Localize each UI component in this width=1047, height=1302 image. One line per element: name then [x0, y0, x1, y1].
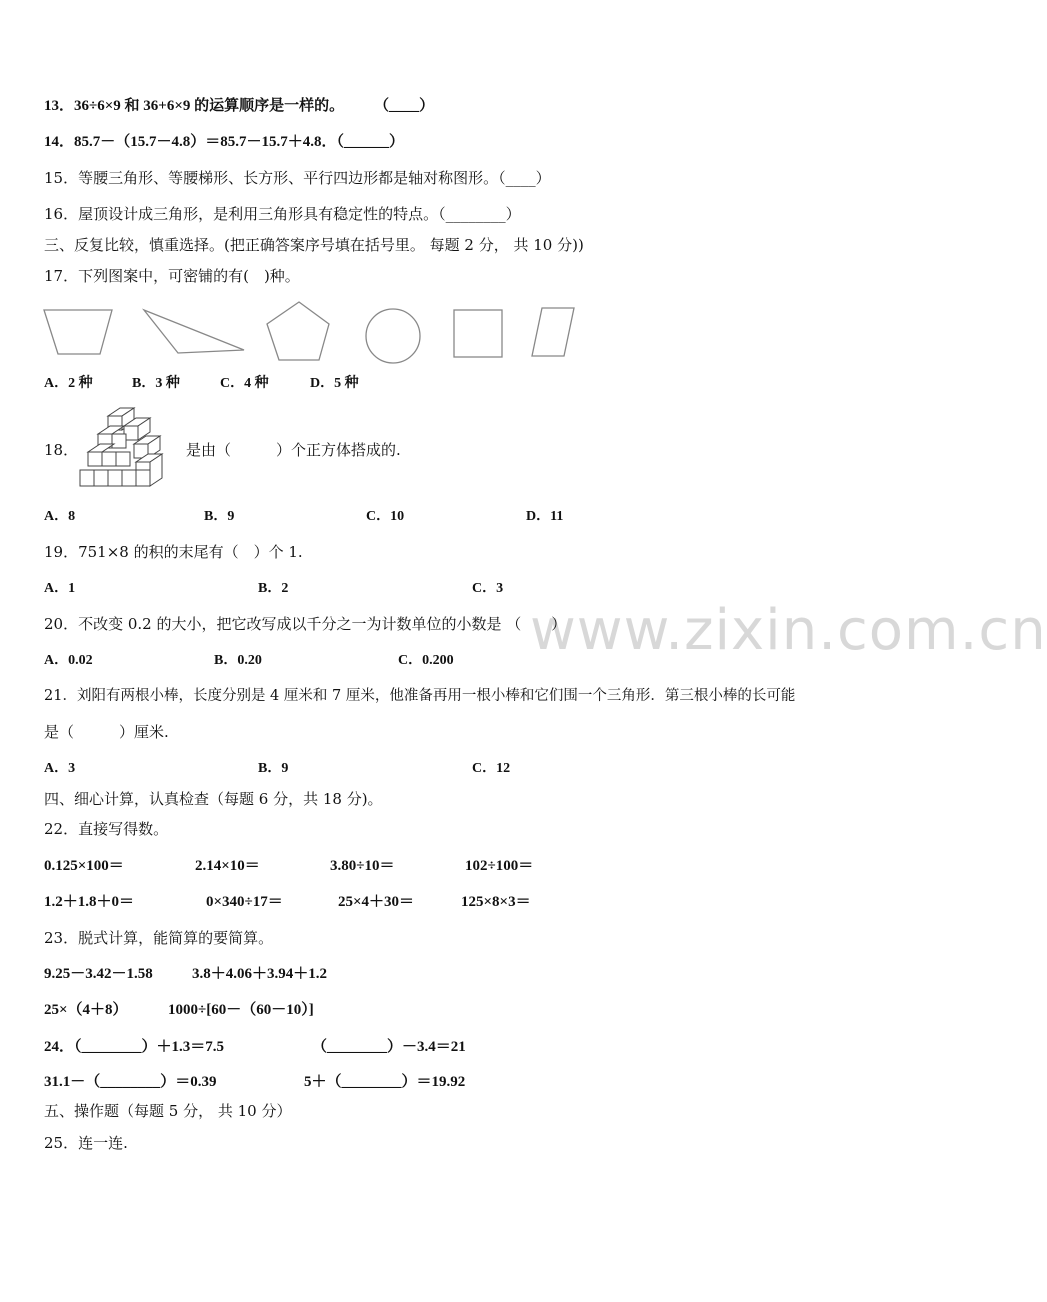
pentagon-shape — [267, 302, 329, 360]
question-13: 13．36÷6×9 和 36+6×9 的运算顺序是一样的。 （____） — [44, 98, 435, 114]
q20-option-c: C．0.200 — [398, 653, 454, 668]
q22-item-8: 125×8×3＝ — [461, 894, 531, 910]
q22-item-6: 0×340÷17＝ — [206, 894, 283, 910]
q22-item-3: 3.80÷10＝ — [330, 858, 395, 874]
q18-option-c: C．10 — [366, 509, 405, 524]
q23-item-4: 1000÷[60－（60－10）] — [168, 1002, 314, 1018]
section-3-heading: 三、反复比较，慎重选择。(把正确答案序号填在括号里。 每题 2 分， 共 10 分)) — [44, 236, 584, 254]
section-4-heading: 四、细心计算，认真检查（每题 6 分，共 18 分)。 — [44, 790, 383, 808]
q17-option-b: B．3 种 — [132, 376, 180, 391]
q18-option-a: A．8 — [44, 509, 76, 524]
q21-option-c: C．12 — [472, 761, 511, 776]
q20-option-b: B．0.20 — [214, 653, 262, 668]
q23-item-3: 25×（4＋8） — [44, 1002, 128, 1018]
question-15: 15．等腰三角形、等腰梯形、长方形、平行四边形都是轴对称图形。（____） — [44, 169, 551, 187]
q24-item-2: （________）－3.4＝21 — [312, 1039, 466, 1055]
question-22: 22．直接写得数。 — [44, 820, 169, 838]
question-16: 16．屋顶设计成三角形，是利用三角形具有稳定性的特点。（________） — [44, 205, 521, 223]
q21-option-b: B．9 — [258, 761, 289, 776]
q24-item-3: 31.1－（________）＝0.39 — [44, 1074, 217, 1090]
q21-option-a: A．3 — [44, 761, 76, 776]
question-21-line-2: 是（ ）厘米. — [44, 723, 169, 741]
q19-option-c: C．3 — [472, 581, 504, 596]
q20-option-a: A．0.02 — [44, 653, 93, 668]
q17-option-a: A．2 种 — [44, 376, 93, 391]
q19-option-a: A．1 — [44, 581, 76, 596]
question-17: 17．下列图案中，可密铺的有( )种。 — [44, 267, 300, 285]
q23-item-2: 3.8＋4.06＋3.94＋1.2 — [192, 966, 328, 982]
q22-item-5: 1.2＋1.8＋0＝ — [44, 894, 135, 910]
question-20: 20．不改变 0.2 的大小，把它改写成以千分之一为计数单位的小数是 （ ） — [44, 615, 567, 633]
question-23: 23．脱式计算，能简算的要简算。 — [44, 929, 274, 947]
watermark: www.zixin.com.cn — [530, 598, 1047, 663]
q17-option-d: D．5 种 — [310, 376, 359, 391]
q22-item-2: 2.14×10＝ — [195, 858, 260, 874]
circle-shape — [366, 309, 420, 363]
q22-item-4: 102÷100＝ — [465, 858, 534, 874]
question-21-line-1: 21．刘阳有两根小棒，长度分别是 4 厘米和 7 厘米，他准备再用一根小棒和它们围一个三角形．第三根小棒的长可能 — [44, 688, 796, 704]
triangle-shape — [144, 310, 244, 353]
parallelogram-shape — [532, 308, 574, 356]
q24-item-4: 5＋（________）＝19.92 — [304, 1074, 466, 1090]
q19-option-b: B．2 — [258, 581, 289, 596]
cube-stack-icon — [78, 404, 182, 490]
q18-option-d: D．11 — [526, 509, 564, 524]
q17-shapes — [40, 298, 580, 368]
q22-item-1: 0.125×100＝ — [44, 858, 124, 874]
section-5-heading: 五、操作题（每题 5 分， 共 10 分） — [44, 1102, 292, 1120]
question-18-text: 是由（ ）个正方体搭成的. — [186, 441, 401, 459]
question-14: 14．85.7－（15.7－4.8）＝85.7－15.7＋4.8．（______） — [44, 134, 405, 150]
q24-item-1: 24．（________）＋1.3＝7.5 — [44, 1039, 225, 1055]
square-shape — [454, 310, 502, 357]
q18-option-b: B．9 — [204, 509, 235, 524]
q22-item-7: 25×4＋30＝ — [338, 894, 415, 910]
trapezoid-shape — [44, 310, 112, 354]
q17-option-c: C．4 种 — [220, 376, 269, 391]
question-19: 19．751×8 的积的末尾有（ ）个 1. — [44, 543, 303, 561]
q23-item-1: 9.25－3.42－1.58 — [44, 966, 153, 982]
question-18-number: 18． — [44, 441, 79, 459]
question-25: 25．连一连. — [44, 1134, 128, 1152]
